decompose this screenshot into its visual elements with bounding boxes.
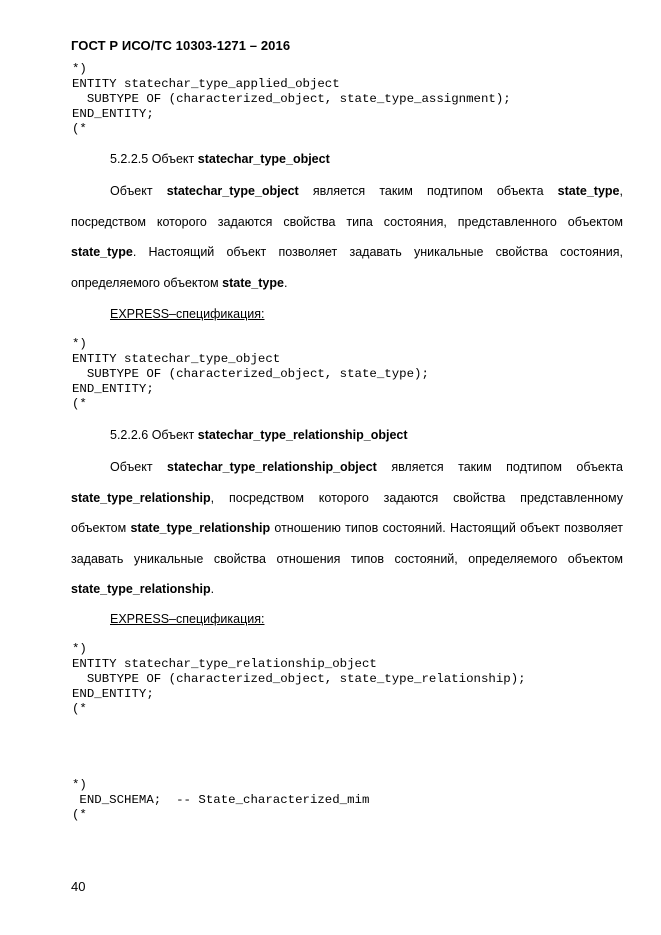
para-text: является таким подтипом объекта [298, 184, 558, 198]
para-text: , посредством которого задаются свойства представленному объектом [71, 490, 623, 535]
code-block-statechar-type-applied-object: *) ENTITY statechar_type_applied_object SUBTYPE OF (characterized_object, state_type_assignment); END_ENTITY; (* [72, 62, 511, 136]
para-entity: state_type_relationship [71, 490, 211, 505]
para-text: . [210, 582, 215, 596]
para-text: является таким подтипом объекта [376, 460, 623, 474]
para-text: . Настоящий объект позволяет задавать уникальные свойства состояния, определяемого объектом [71, 245, 623, 290]
section-5-2-2-5-paragraph [71, 176, 623, 298]
section-heading-5-2-2-5 [110, 152, 330, 166]
para-entity: statechar_type_relationship_object [167, 460, 377, 474]
section-number: 5.2.2.5 Объект [110, 152, 198, 166]
para-text: , посредством которого задаются свойства типа состояния, представленного объектом [71, 184, 623, 229]
para-text: Объект [110, 460, 168, 474]
page-number: 40 [71, 879, 86, 894]
section-heading-5-2-2-6 [110, 428, 408, 442]
section-entity-name: statechar_type_relationship_object [197, 428, 408, 442]
para-text: отношению типов состояний. Настоящий объект позволяет задавать уникальные свойства отношения типов состояний, определяемого объектом [71, 521, 623, 566]
express-spec-label: EXPRESS–спецификация: [110, 307, 265, 321]
code-block-statechar-type-relationship-object: *) ENTITY statechar_type_relationship_object SUBTYPE OF (characterized_object, state_type_relationship); END_ENTITY; (* [72, 642, 526, 716]
page-header: ГОСТ Р ИСО/ТС 10303-1271 – 2016 [71, 38, 291, 53]
para-text: Объект [110, 184, 167, 198]
section-entity-name: statechar_type_object [197, 152, 330, 166]
section-number: 5.2.2.6 Объект [110, 428, 198, 442]
para-entity: state_type [71, 245, 133, 259]
express-spec-label: EXPRESS–спецификация: [110, 612, 265, 626]
section-5-2-2-6-paragraph [71, 452, 623, 605]
para-entity: state_type [222, 275, 284, 290]
para-entity: statechar_type_object [166, 184, 299, 198]
code-block-statechar-type-object: *) ENTITY statechar_type_object SUBTYPE OF (characterized_object, state_type); END_ENTITY; (* [72, 337, 429, 411]
para-text: . [283, 275, 288, 290]
para-entity: state_type_relationship [71, 582, 211, 596]
para-entity: state_type [557, 184, 620, 198]
para-entity: state_type_relationship [130, 521, 271, 535]
code-block-end-schema: *) END_SCHEMA; -- State_characterized_mim (* [72, 778, 370, 822]
